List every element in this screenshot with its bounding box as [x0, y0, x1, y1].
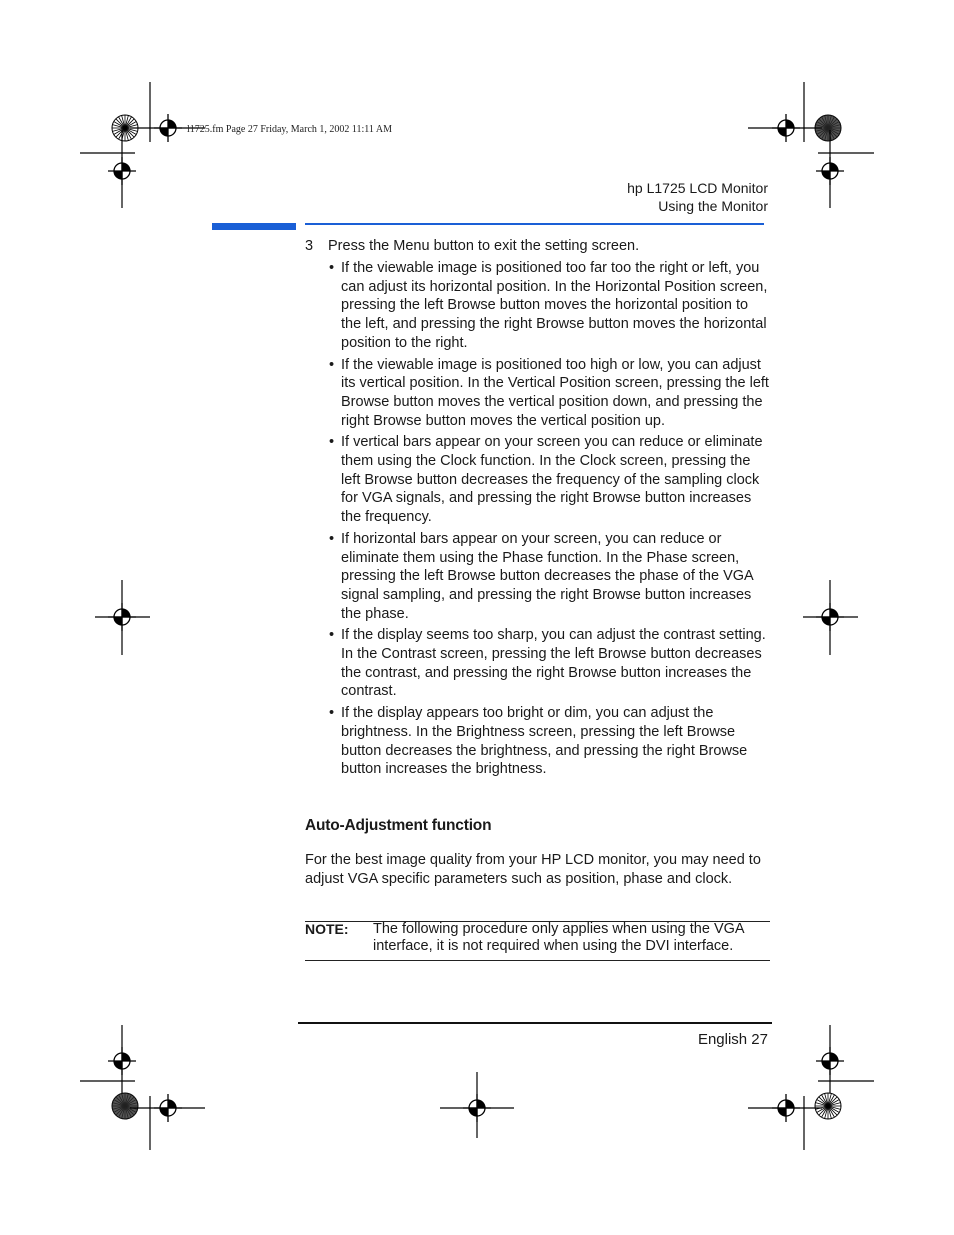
list-item: • If the viewable image is positioned too high or low, you can adjust its vertical position. In the Vertical Position screen, pressing the left Browse button moves the vertical position down, and pressing the right Browse button moves the vertical position up. [329, 356, 769, 429]
bullet-icon: • [329, 627, 335, 644]
header-product: hp L1725 LCD Monitor [627, 180, 768, 196]
bullet-list [329, 259, 769, 782]
page-footer: English 27 [697, 1031, 768, 1048]
header-accent-rule [305, 223, 764, 225]
section-intro: For the best image quality from your HP LCD monitor, you may need to adjust VGA specific parameters such as position, phase and clock. [305, 852, 761, 887]
bullet-icon: • [329, 530, 335, 547]
starburst-icon [815, 1093, 841, 1119]
list-item: • If the viewable image is positioned too far too the right or left, you can adjust its horizontal position. In the Horizontal Position screen, pressing the left Browse button moves the horizontal position to the left, and pressing the right Browse button moves the horizontal position to the right. [329, 260, 768, 351]
list-item: • If vertical bars appear on your screen you can reduce or eliminate them using the Clock function. In the Clock screen, pressing the left Browse button decreases the frequency of the sampling clock for VGA signals, and pressing the right Browse button increases the frequency. [329, 434, 763, 526]
header-accent-tab [212, 223, 296, 230]
bullet-icon: • [329, 356, 335, 373]
note-label: NOTE: [305, 921, 349, 937]
section-heading: Auto-Adjustment function [305, 817, 492, 834]
list-item: • If the display seems too sharp, you can adjust the contrast setting. In the Contrast screen, pressing the left Browse button decreases the contrast, and pressing the right Browse button increases the contrast. [329, 627, 766, 700]
print-info: l1725.fm Page 27 Friday, March 1, 2002 11:11 AM [187, 124, 392, 135]
header-chapter: Using the Monitor [658, 198, 768, 214]
note-text: The following procedure only applies when using the VGA interface, it is not required when using the DVI interface. [373, 921, 744, 954]
list-item: • If the display appears too bright or dim, you can adjust the brightness. In the Brightness screen, pressing the left Browse button decreases the brightness, and pressing the right Browse button increases the brightness. [329, 705, 748, 778]
step-text: Press the Menu button to exit the setting screen. [328, 238, 640, 254]
bullet-icon: • [329, 434, 335, 451]
bullet-icon: • [329, 705, 335, 722]
list-item: • If horizontal bars appear on your screen, you can reduce or eliminate them using the Phase function. In the Phase screen, pressing the left Browse button decreases the phase of the VGA signal sampling, and pressing the right Browse button increases the phase. [329, 530, 753, 622]
step-number: 3 [305, 238, 314, 254]
step-3 [305, 237, 639, 256]
starburst-icon [112, 1093, 138, 1119]
footer-rule [298, 1022, 772, 1024]
running-header [627, 179, 768, 215]
note-bottom-rule [305, 960, 770, 961]
bullet-icon: • [329, 260, 335, 276]
